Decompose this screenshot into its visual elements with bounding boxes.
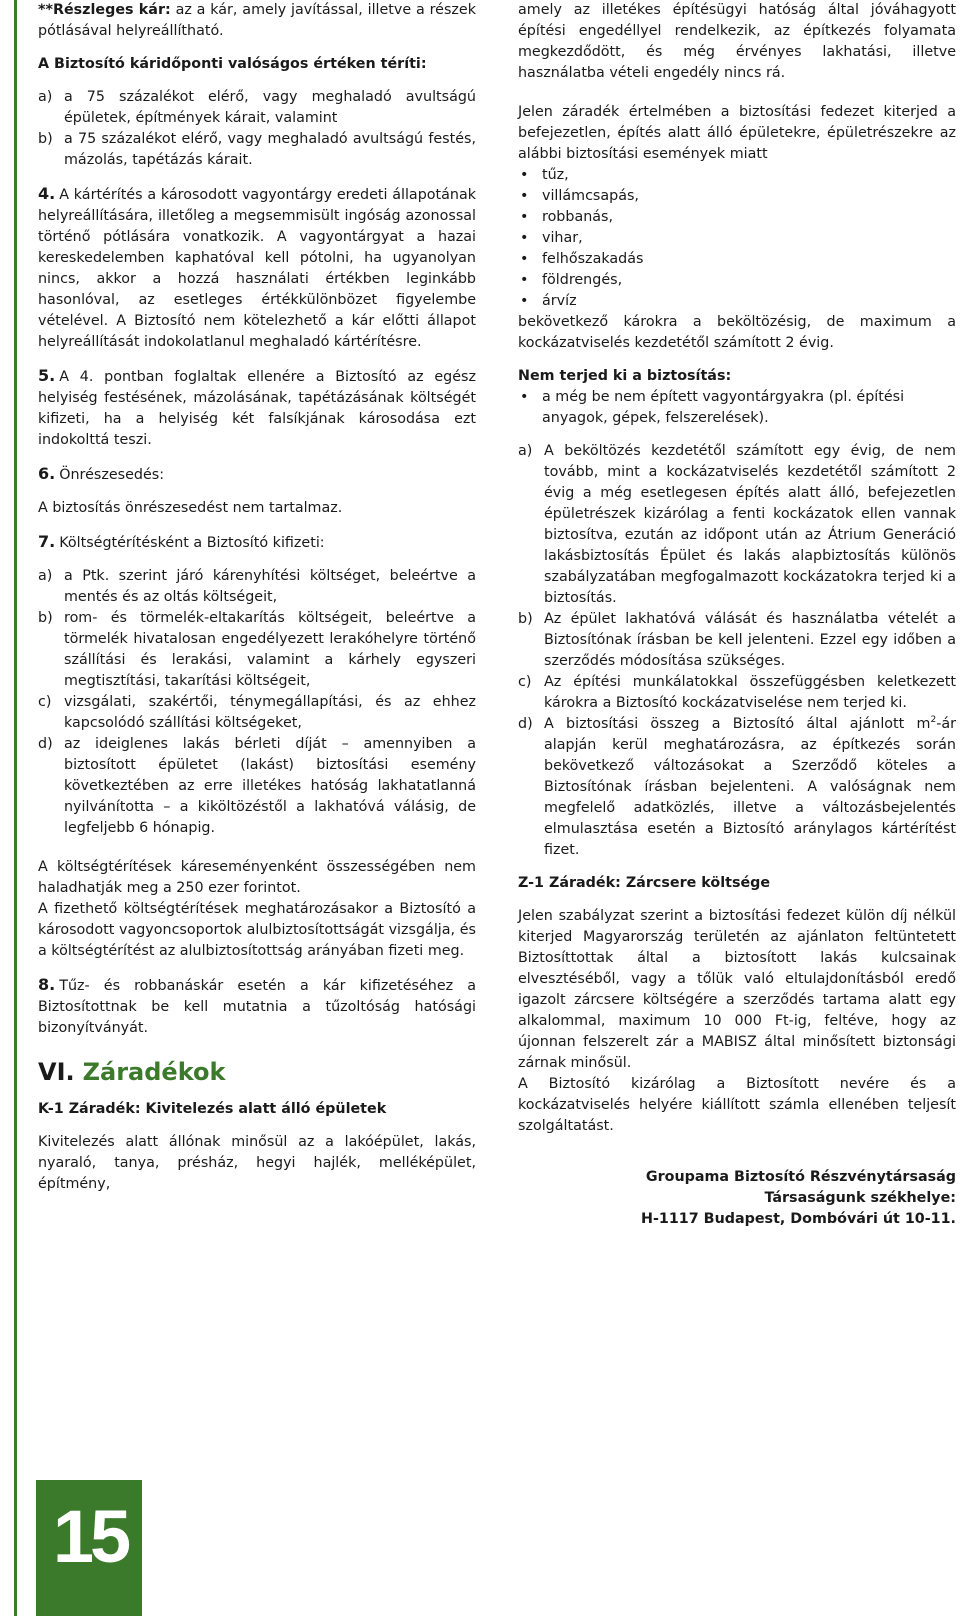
point-6-title: Önrészesedés: [59, 467, 165, 483]
item-label: a) [38, 568, 53, 584]
underinsurance-text: A fizethető költségtérítések meghatározásakor a Biztosító a károsodott vagyoncsoportok alulbiztosítottságát vizsgálja, és a költségtérítést az alulbiztosítottság arányában fizeti meg. [38, 901, 476, 959]
point-5-text: A 4. pontban foglaltak ellenére a Biztosító az egész helyiség festésének, mázolásának, tapétázásának költségét kifizeti, ha a helyiség két falsíkjának károsodása ezt indokolttá teszi. [38, 369, 476, 448]
page-number-box [36, 1480, 142, 1616]
item-text: vizsgálati, szakértői, ténymegállapítási, és az ehhez kapcsolódó szállítási költségeket, [64, 694, 476, 731]
company-address: H-1117 Budapest, Dombóvári út 10-11. [641, 1211, 956, 1227]
list-item [518, 387, 956, 429]
left-margin-rule [14, 0, 17, 1616]
item-label: b) [38, 131, 53, 147]
point-4-text: A kártérítés a károsodott vagyontárgy eredeti állapotának helyreállítására, illetőleg a megsemmisült ingóság azonossal történő pótlására vonatkozik. A vagyontárgyat a hazai kereskedelemben kaphatóval kell pótolni, ha ugyanolyan nincs, akkor a hozzá használati értékben leginkább hasonlóval, az esetleges értékkülönbözet figyelembe vételével. A Biztosító nem kötelezhető a kár előtti állapot helyreállítását indokolatlanul meghaladó kártérítésre. [38, 187, 476, 350]
item-label: c) [38, 694, 52, 710]
list-item [518, 291, 956, 312]
list-item [518, 609, 956, 672]
deductible-text: A biztosítás önrészesedést nem tartalmaz. [38, 500, 343, 516]
bullet-icon: • [520, 293, 529, 309]
list-item [38, 129, 476, 171]
section-title: Záradékok [82, 1058, 226, 1086]
partial-damage-paragraph [38, 0, 476, 42]
k1-text: Kivitelezés alatt állónak minősül az a lakóépület, lakás, nyaraló, tanya, présház, hegyi hajlék, melléképület, építmény, [38, 1134, 476, 1192]
point-4 [38, 183, 476, 353]
item-text: A beköltözés kezdetétől számított egy évig, de nem tovább, mint a kockázatviselés kezdetétől számított 2 évig a még esetlegesen építés alatt álló, befejezetlen épületrészek kizárólag a fenti kockázatok ellen vannak biztosítva, ezután az időpont után az Átrium Generáció lakásbiztosítás Épület és lakás alapbiztosítás különös szabályzatában megfogalmazott kockázatokra terjed ki a biztosítás. [544, 443, 956, 606]
item-text: a 75 százalékot elérő, vagy meghaladó avultságú épületek, építmények kárait, valamint [64, 89, 476, 126]
z1-title: Z-1 Záradék: Zárcsere költsége [518, 875, 771, 891]
bullet-icon: • [520, 209, 529, 225]
bullet-icon: • [520, 167, 529, 183]
point-7 [38, 531, 476, 554]
event-label: vihar, [542, 230, 583, 246]
list-item [518, 441, 956, 609]
list-item [518, 207, 956, 228]
z1-text: Jelen szabályzat szerint a biztosítási fedezet külön díj nélkül kiterjed Magyarország területén az ajánlaton feltüntetett Biztosíttottak által a biztosított lakás kulcsainak elvesztéséből, vagy a tőlük való eltulajdonításból eredő igazolt zárcsere költségére a szerződés tartama alatt egy alkalommal, maximum 10 000 Ft-ig, feltéve, hogy az újonnan felszerelt zár a MABISZ által minősített biztonsági zárnak minősül. [518, 908, 956, 1071]
partial-damage-label: **Részleges kár: [38, 2, 171, 18]
point-6 [38, 463, 476, 486]
item-label: b) [518, 611, 533, 627]
section-heading [38, 1057, 476, 1087]
bullet-icon: • [520, 251, 529, 267]
k1-scope: Jelen záradék értelmében a biztosítási fedezet kiterjed a befejezetlen, építés alatt álló épületekre, épületrészekre az alábbi biztosítási események miatt [518, 104, 956, 162]
item-text: Az építési munkálatokkal összefüggésben keletkezett károkra a Biztosító kockázatviselése nem terjed ki. [544, 674, 956, 711]
item-d-superscript: 2 [930, 715, 937, 726]
item-label: b) [38, 610, 53, 626]
point-4-number: 4. [38, 184, 56, 203]
point-8-number: 8. [38, 975, 56, 994]
item-text: a Ptk. szerint járó kárenyhítési költséget, beleértve a mentés és az oltás költségeit, [64, 568, 476, 605]
event-label: villámcsapás, [542, 188, 639, 204]
event-label: felhőszakadás [542, 251, 644, 267]
item-text: a 75 százalékot elérő, vagy meghaladó avultságú festés, mázolás, tapétázás kárait. [64, 131, 476, 168]
event-label: földrengés, [542, 272, 623, 288]
partial-damage-text: az a kár, amely javítással, illetve a részek pótlásával helyreállítható. [38, 2, 476, 39]
list-item [518, 249, 956, 270]
event-label: árvíz [542, 293, 577, 309]
item-text: rom- és törmelék-eltakarítás költségeit, beleértve a törmelék hivatalosan engedélyezett lerakóhelyre történő szállítási és lerakási, valamint a kárhely egyszeri megtisztítási, takarítási költségeit, [64, 610, 476, 689]
point-8 [38, 974, 476, 1039]
point-5-number: 5. [38, 366, 56, 385]
list-item [518, 672, 956, 714]
cost-limit-text: A költségtérítések káreseményenként összességében nem haladhatják meg a 250 ezer forintot. [38, 859, 476, 896]
list-item [38, 87, 476, 129]
page-number: 15 [52, 1495, 128, 1578]
bullet-icon: • [520, 230, 529, 246]
section-roman: VI. [38, 1058, 75, 1086]
left-column [38, 0, 476, 1195]
item-text: az ideiglenes lakás bérleti díját – amennyiben a biztosított épületet (lakást) biztosítási esemény következtében az erre illetékes hatóság lakhatatlanná nyilvánította – a kiköltözéstől a lakhatóvá válásig, de legfeljebb 6 hónapig. [64, 736, 476, 836]
point-7-number: 7. [38, 532, 56, 551]
item-label: c) [518, 674, 532, 690]
point-5 [38, 365, 476, 451]
point-8-text: Tűz- és robbanáskár esetén a kár kifizetéséhez a Biztosítottnak be kell mutatnia a tűzoltóság hatósági bizonyítványát. [38, 978, 476, 1036]
event-label: tűz, [542, 167, 569, 183]
events-after: bekövetkező károkra a beköltözésig, de maximum a kockázatviselés kezdetétől számított 2 évig. [518, 314, 956, 351]
item-d-post: -ár alapján kerül meghatározásra, az építkezés során bekövetkező változásokat a Szerződő köteles a Biztosítónak írásban bejelenteni. A valóságnak nem megfelelő adatközlés, illetve a változásbejelentés elmulasztása esetén a Biztosító aránylagos kártérítést fizet. [544, 716, 956, 858]
point-6-number: 6. [38, 464, 56, 483]
valuation-intro: A Biztosító káridőponti valóságos értéken téríti: [38, 56, 427, 72]
item-d-pre: A biztosítási összeg a Biztosító által ajánlott m [544, 716, 931, 732]
list-item [518, 228, 956, 249]
z1-text-2: A Biztosító kizárólag a Biztosított nevére és a kockázatviselés helyére kiállított számla ellenében teljesít szolgáltatást. [518, 1076, 956, 1134]
list-item [518, 714, 956, 861]
right-column [518, 0, 956, 1230]
list-item [518, 186, 956, 207]
bullet-icon: • [520, 188, 529, 204]
item-label: d) [518, 716, 533, 732]
k1-continued: amely az illetékes építésügyi hatóság által jóváhagyott építési engedéllyel rendelkezik, az építkezés folyamata megkezdődött, és még érvényes lakhatási, illetve használatba vételi engedély nincs rá. [518, 2, 956, 81]
point-7-title: Költségtérítésként a Biztosító kifizeti: [59, 535, 325, 551]
item-text: Az épület lakhatóvá válását és használatba vételét a Biztosítónak írásban be kell jelenteni. Ezzel egy időben a szerződés módosítása szükséges. [544, 611, 956, 669]
item-label: d) [38, 736, 53, 752]
company-name: Groupama Biztosító Részvénytársaság [645, 1169, 956, 1185]
list-item [518, 165, 956, 186]
bullet-icon: • [520, 272, 529, 288]
event-label: robbanás, [542, 209, 614, 225]
list-item [518, 270, 956, 291]
not-covered-title: Nem terjed ki a biztosítás: [518, 368, 732, 384]
bullet-icon: • [520, 389, 529, 405]
list-item [38, 566, 476, 608]
item-label: a) [38, 89, 53, 105]
hq-label: Társaságunk székhelye: [764, 1190, 956, 1206]
list-item [38, 734, 476, 839]
list-item [38, 692, 476, 734]
item-label: a) [518, 443, 533, 459]
not-covered-text: a még be nem épített vagyontárgyakra (pl. építési anyagok, gépek, felszerelések). [542, 389, 905, 426]
list-item [38, 608, 476, 692]
k1-title: K-1 Záradék: Kivitelezés alatt álló épületek [38, 1101, 387, 1117]
